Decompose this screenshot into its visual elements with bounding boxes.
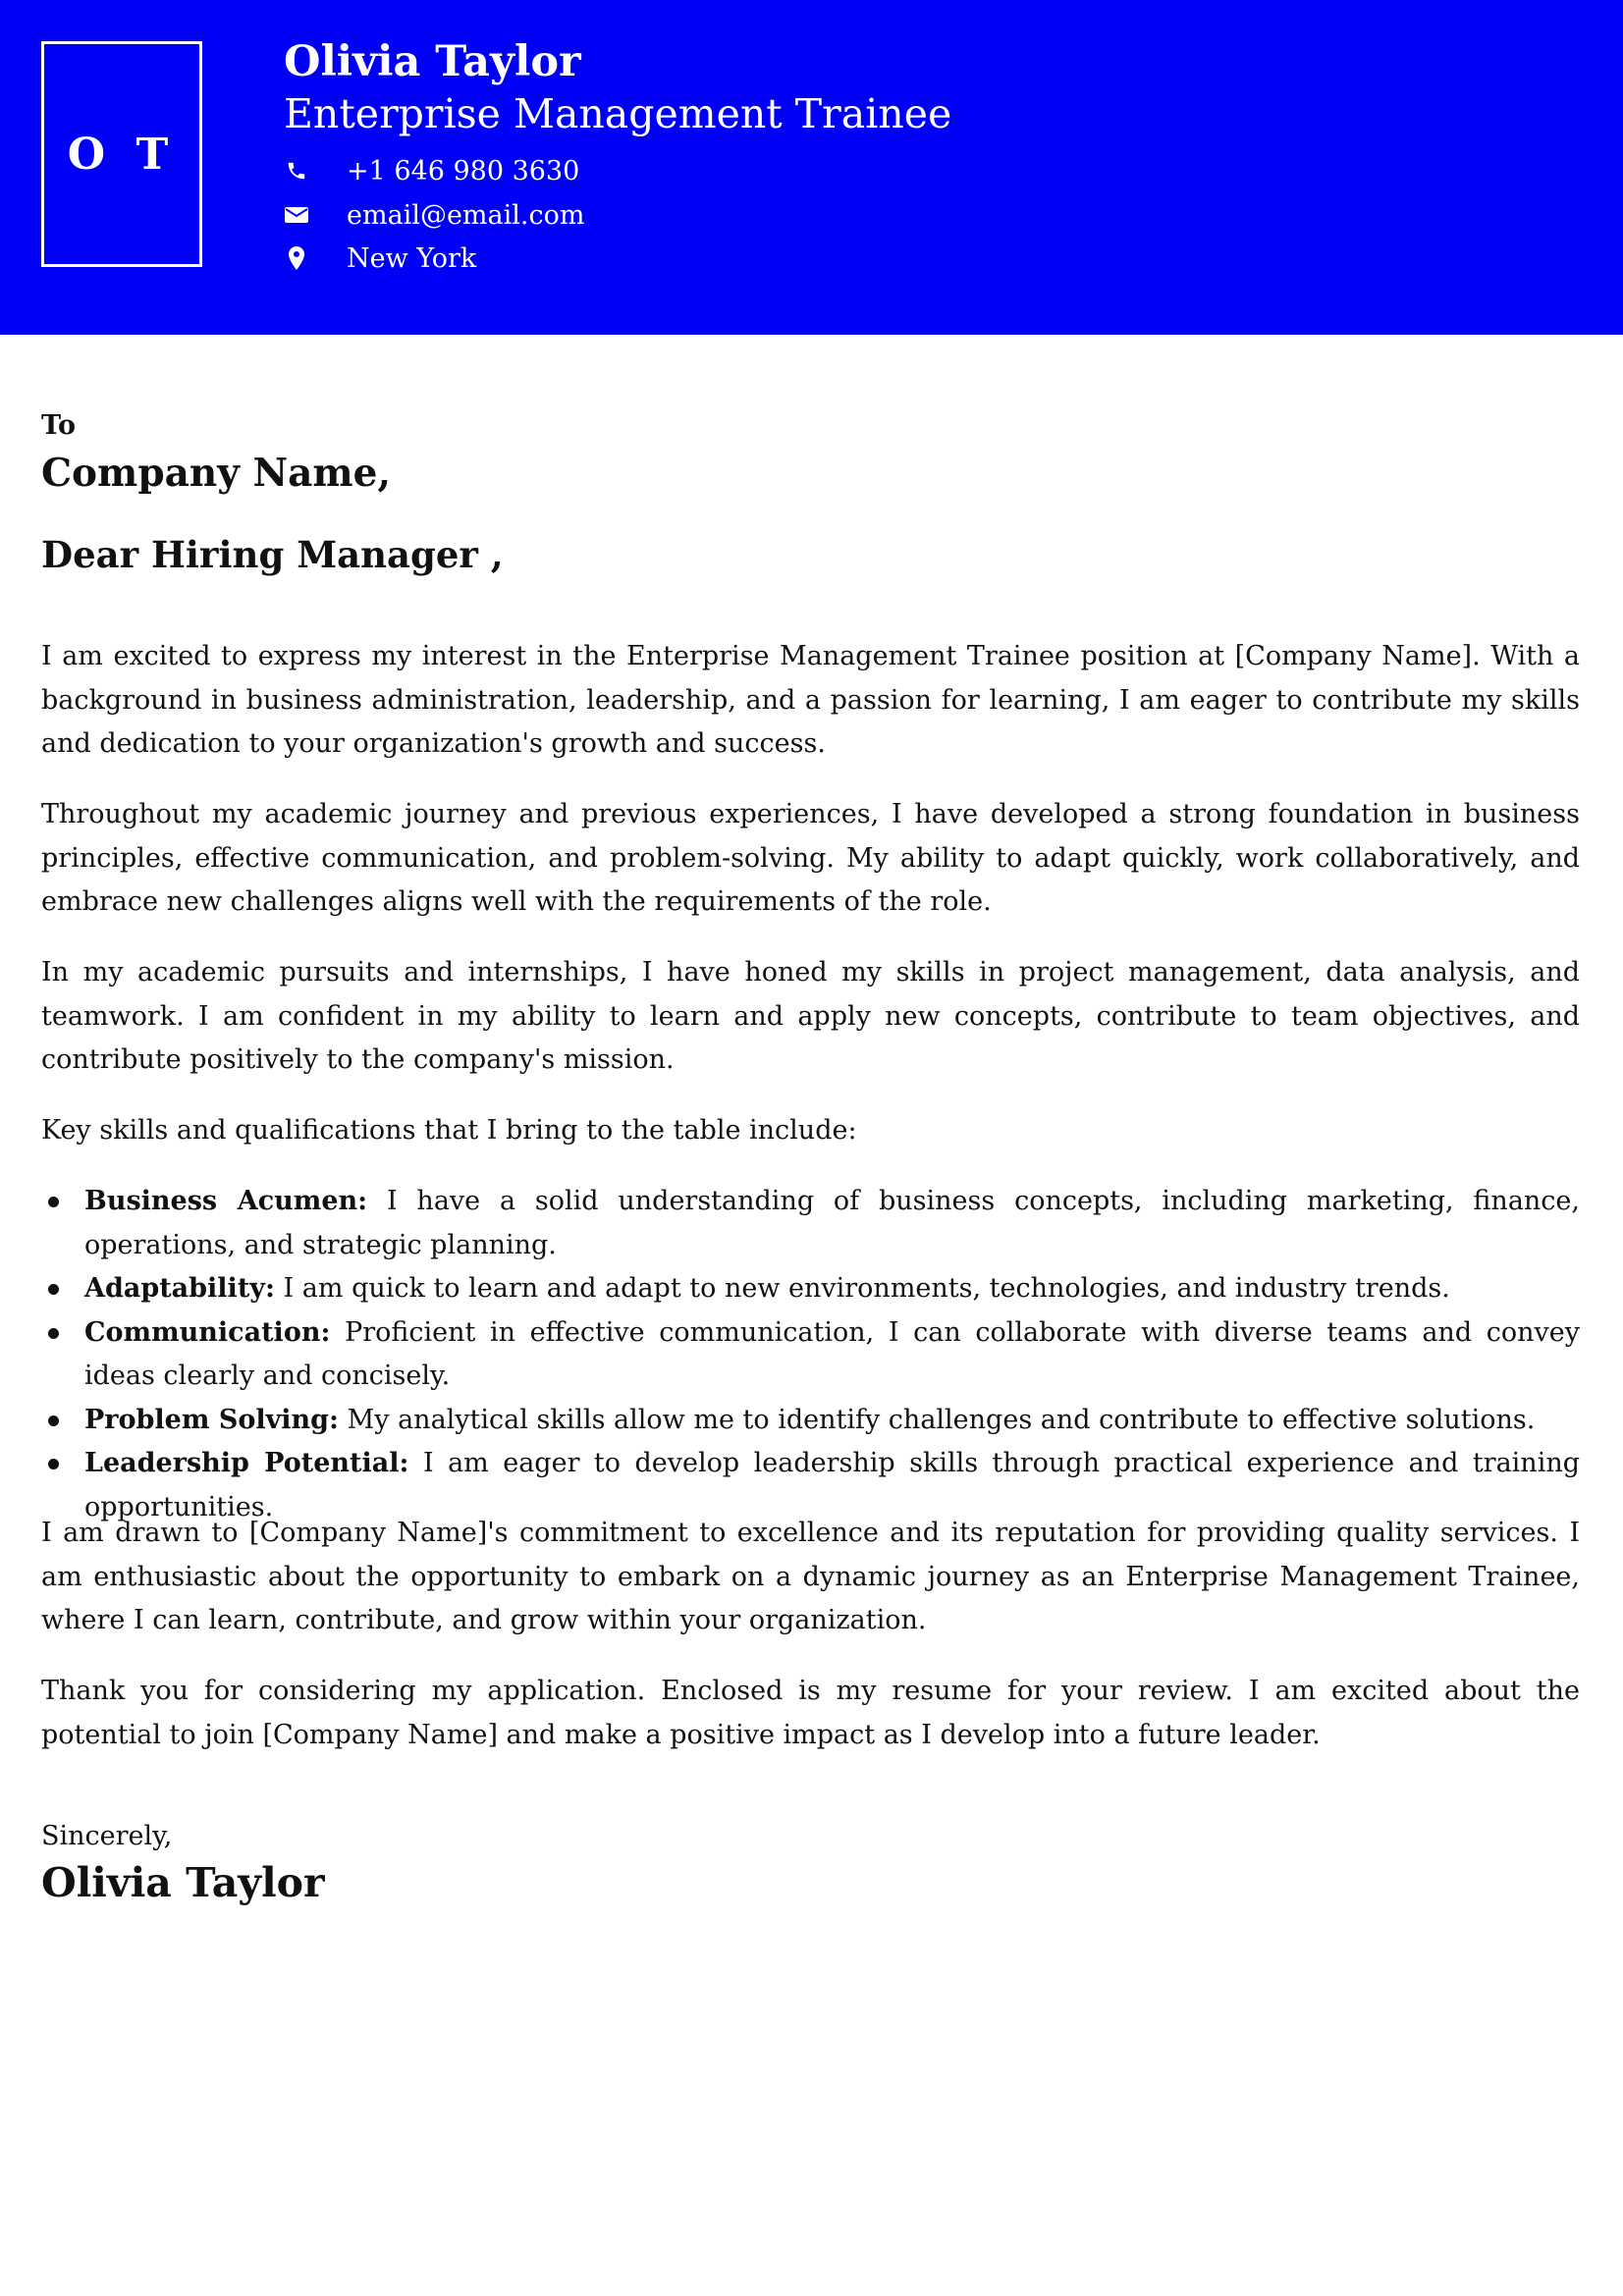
skill-text: I am quick to learn and adapt to new environments, technologies, and industry trends. [274, 1273, 1450, 1304]
contact-location [284, 241, 476, 275]
initials-text: O T [67, 129, 177, 180]
map-pin-icon [284, 245, 309, 271]
skill-title: Communication: [84, 1316, 331, 1348]
salutation: Dear Hiring Manager , [41, 533, 504, 576]
paragraph-thanks: Thank you for considering my application. Enclosed is my resume for your review. I am excited about the potential to join [Company Name] and make a positive impact as I develop into a future leader. [41, 1676, 1580, 1750]
initials-monogram [41, 41, 202, 267]
paragraph-experience: In my academic pursuits and internships, I have honed my skills in project management, data analysis, and teamwork. I am confident in my ability to learn and apply new concepts, contribute to team objectives, and contribute positively to the company's mission. [41, 957, 1580, 1075]
applicant-name: Olivia Taylor [284, 37, 581, 86]
paragraph-background: Throughout my academic journey and previous experiences, I have developed a strong foundation in business principles, effective communication, and problem-solving. My ability to adapt quickly, work collaboratively, and embrace new challenges aligns well with the requirements of the role. [41, 799, 1580, 917]
email-value[interactable]: email@email.com [347, 199, 585, 231]
paragraph-skills-intro: Key skills and qualifications that I bring to the table include: [41, 1115, 857, 1146]
skill-title: Problem Solving: [84, 1404, 340, 1435]
skill-title: Adaptability: [84, 1273, 275, 1304]
skill-text: Proficient in effective communication, I can collaborate with diverse teams and convey ideas clearly and concisely. [84, 1316, 1580, 1391]
paragraph-motivation: I am drawn to [Company Name]'s commitment to excellence and its reputation for providing quality services. I am enthusiastic about the opportunity to embark on a dynamic journey as an Enterprise Management Trainee, where I can learn, contribute, and grow within your organization. [41, 1518, 1580, 1635]
list-item [41, 1267, 1580, 1311]
skill-title: Business Acumen: [84, 1186, 368, 1216]
contact-email [284, 198, 584, 232]
list-item [41, 1311, 1580, 1399]
recipient-label: To [41, 410, 77, 441]
envelope-icon [284, 202, 309, 228]
phone-icon [284, 158, 309, 184]
location-value: New York [347, 242, 477, 274]
skill-text: My analytical skills allow me to identify challenges and contribute to effective solutions. [339, 1404, 1536, 1435]
skill-text: I have a solid understanding of business concepts, including marketing, finance, operations, and strategic planning. [84, 1186, 1580, 1260]
list-item [41, 1180, 1580, 1267]
skill-title: Leadership Potential: [84, 1448, 409, 1478]
contact-phone [284, 154, 579, 187]
recipient-company: Company Name, [41, 451, 392, 496]
skill-text: I am eager to develop leadership skills through practical experience and training opportunities. [84, 1448, 1580, 1522]
skills-list [41, 1180, 1580, 1529]
closing: Sincerely, [41, 1821, 173, 1851]
signature-name: Olivia Taylor [41, 1859, 325, 1906]
paragraph-intro: I am excited to express my interest in the Enterprise Management Trainee position at [Company Name]. With a background in business administration, leadership, and a passion for learning, I am eager to contribute my skills and dedication to your organization's growth and success. [41, 641, 1580, 759]
job-title: Enterprise Management Trainee [284, 90, 952, 137]
phone-value[interactable]: +1 646 980 3630 [347, 155, 580, 187]
list-item [41, 1399, 1580, 1443]
header-banner [0, 0, 1623, 335]
